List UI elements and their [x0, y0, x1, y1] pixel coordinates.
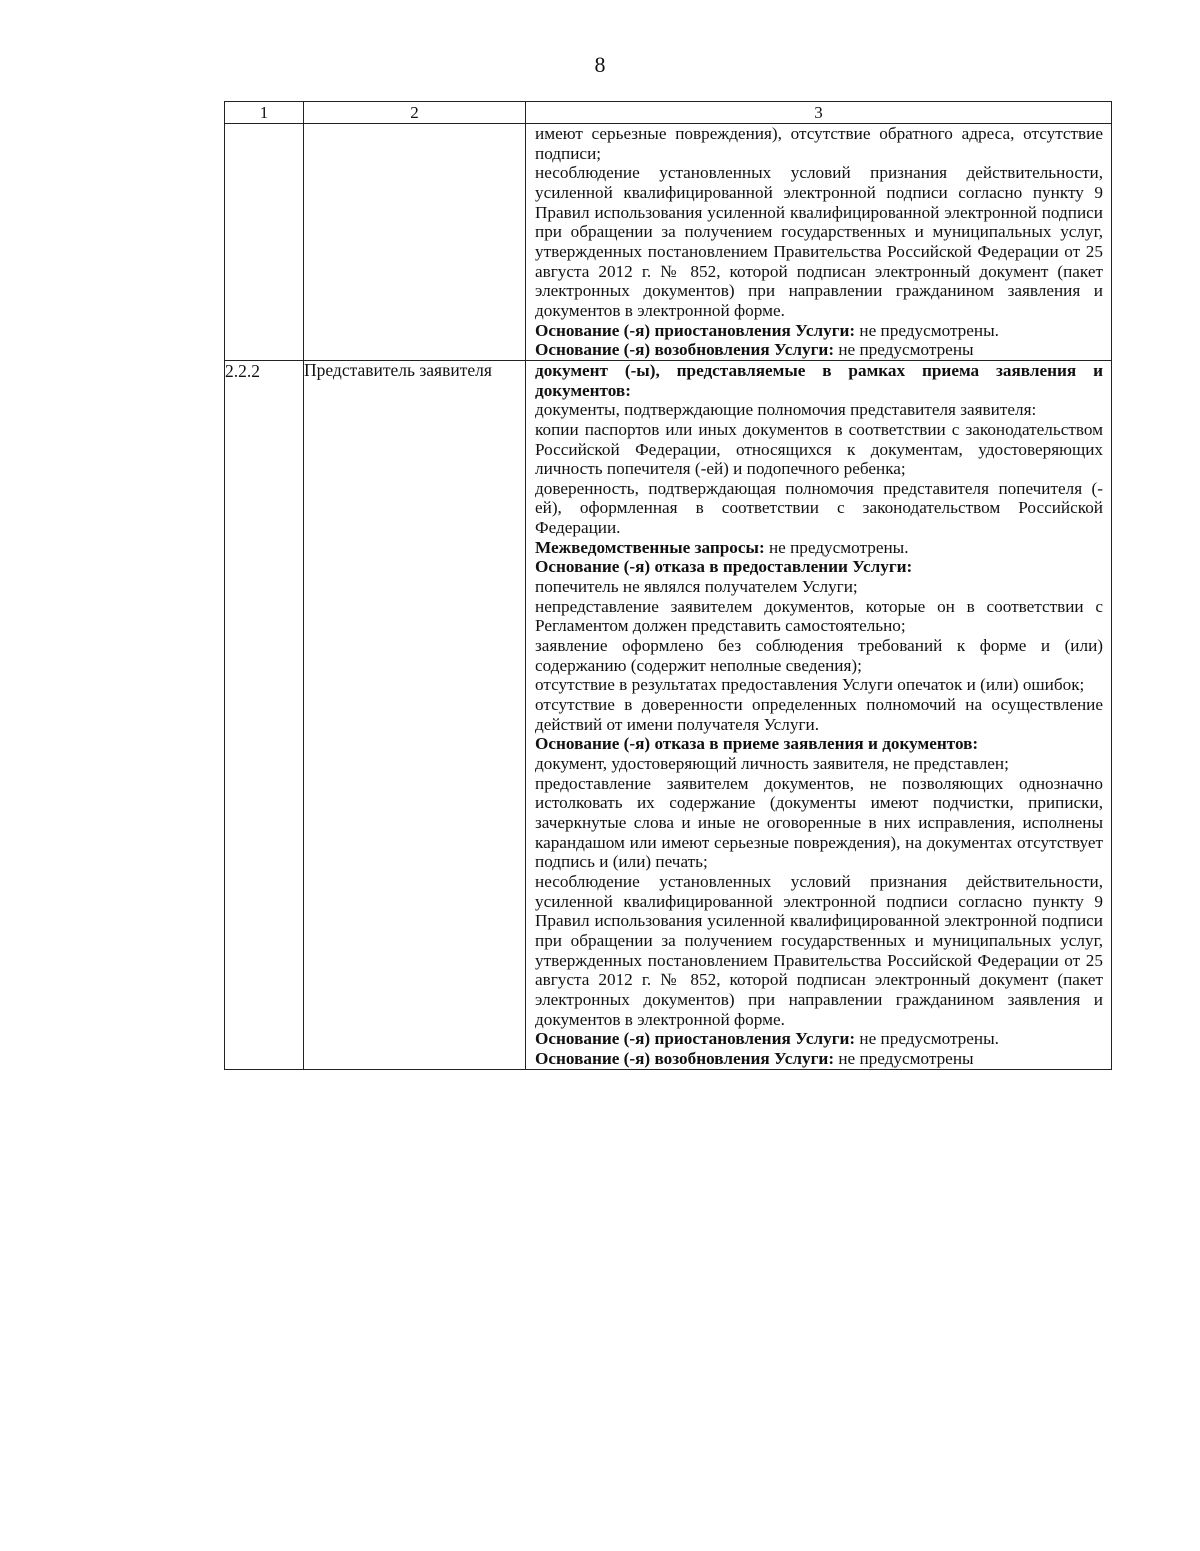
paragraph: [535, 774, 1103, 872]
column-header-2: 2: [304, 102, 526, 124]
row-applicant: Представитель заявителя: [304, 360, 526, 1069]
paragraph-text: не предусмотрены.: [855, 1029, 999, 1049]
regulation-table: [224, 101, 1112, 1070]
paragraph: [535, 1049, 1103, 1069]
paragraph: [535, 321, 1103, 341]
paragraph-text: предоставление заявителем документов, не позволяющих однозначно истолковать их содержание (документы имеют подчистки, приписки, зачеркнутые слова и иные не оговоренные в них исправления, исполнены карандашом или имеют серьезные повреждения), на документах отсутствует подпись и (или) печать;: [535, 773, 1103, 872]
paragraph-text: не предусмотрены: [834, 1048, 974, 1068]
bold-heading: Основание (-я) возобновления Услуги:: [535, 1048, 835, 1068]
paragraph-text: документ, удостоверяющий личность заявителя, не представлен;: [535, 754, 1009, 773]
bold-heading: Межведомственные запросы:: [535, 537, 765, 557]
paragraph: [535, 340, 1103, 360]
paragraph-text: имеют серьезные повреждения), отсутствие обратного адреса, отсутствие подписи;: [535, 124, 1103, 163]
paragraph: [535, 1029, 1103, 1049]
paragraph: [535, 675, 1103, 695]
bold-heading: Основание (-я) возобновления Услуги:: [535, 340, 835, 360]
column-header-1: 1: [225, 102, 304, 124]
paragraph-text: отсутствие в доверенности определенных полномочий на осуществление действий от имени получателя Услуги.: [535, 695, 1103, 734]
bold-heading: Основание (-я) приостановления Услуги:: [535, 320, 856, 340]
paragraph-text: документы, подтверждающие полномочия представителя заявителя:: [535, 400, 1037, 420]
bold-heading: документ (-ы), представляемые в рамках приема заявления и документов:: [535, 360, 1103, 400]
paragraph-text: доверенность, подтверждающая полномочия представителя попечителя (-ей), оформленная в соответствии с законодательством Российской Федерации.: [535, 478, 1103, 538]
bold-heading: Основание (-я) отказа в предоставлении Услуги:: [535, 557, 913, 577]
bold-heading: Основание (-я) приостановления Услуги:: [535, 1029, 856, 1049]
paragraph-text: попечитель не являлся получателем Услуги;: [535, 577, 858, 597]
table-row-continuation: [225, 124, 1112, 361]
table-row-2-2-2: [225, 360, 1112, 1069]
paragraph-text: несоблюдение установленных условий признания действительности, усиленной квалифицированной электронной подписи согласно пункту 9 Правил использования усиленной квалифицированной электронной подписи при обращении за получением государственных и муниципальных услуг, утвержденных постановлением Правительства Российской Федерации от 25 августа 2012 г. № 852, которой подписан электронный документ (пакет электронных документов) при направлении гражданином заявления и документов в электронной форме.: [535, 871, 1103, 1029]
row-conditions-cell: [526, 124, 1112, 361]
paragraph: [535, 163, 1103, 320]
conditions-text: [526, 361, 1111, 1069]
row-number: 2.2.2: [225, 360, 304, 1069]
paragraph: [535, 400, 1103, 420]
column-header-3: 3: [526, 102, 1112, 124]
paragraph: [535, 124, 1103, 163]
paragraph: [535, 754, 1103, 774]
bold-heading: Основание (-я) отказа в приеме заявления и документов:: [535, 734, 979, 754]
paragraph: [535, 420, 1103, 479]
paragraph: [535, 636, 1103, 675]
conditions-text: [526, 124, 1111, 360]
paragraph-text: заявление оформлено без соблюдения требований к форме и (или) содержанию (содержит неполные сведения);: [535, 636, 1103, 675]
paragraph-text: не предусмотрены: [834, 340, 974, 360]
paragraph-text: не предусмотрены.: [855, 320, 999, 340]
paragraph: [535, 538, 1103, 558]
row-conditions-cell: [526, 360, 1112, 1069]
paragraph: [535, 597, 1103, 636]
paragraph: [535, 734, 1103, 754]
table-header-row: [225, 102, 1112, 124]
paragraph-text: не предусмотрены.: [764, 537, 909, 557]
paragraph: [535, 479, 1103, 538]
page-number: 8: [594, 52, 606, 77]
row-number: [225, 124, 304, 361]
paragraph-text: копии паспортов или иных документов в соответствии с законодательством Российской Федерации, относящихся к документам, удостоверяющих личность попечителя (-ей) и подопечного ребенка;: [535, 419, 1103, 479]
paragraph-text: непредставление заявителем документов, которые он в соответствии с Регламентом должен представить самостоятельно;: [535, 596, 1103, 636]
paragraph-text: отсутствие в результатах предоставления Услуги опечаток и (или) ошибок;: [535, 675, 1085, 695]
paragraph: [535, 557, 1103, 577]
paragraph-text: несоблюдение установленных условий признания действительности, усиленной квалифицированной электронной подписи согласно пункту 9 Правил использования усиленной квалифицированной электронной подписи при обращении за получением государственных и муниципальных услуг, утвержденных постановлением Правительства Российской Федерации от 25 августа 2012 г. № 852, которой подписан электронный документ (пакет электронных документов) при направлении гражданином заявления и документов в электронной форме.: [535, 163, 1103, 320]
paragraph: [535, 577, 1103, 597]
paragraph: [535, 695, 1103, 734]
paragraph: [535, 361, 1103, 400]
paragraph: [535, 872, 1103, 1029]
row-applicant: [304, 124, 526, 361]
